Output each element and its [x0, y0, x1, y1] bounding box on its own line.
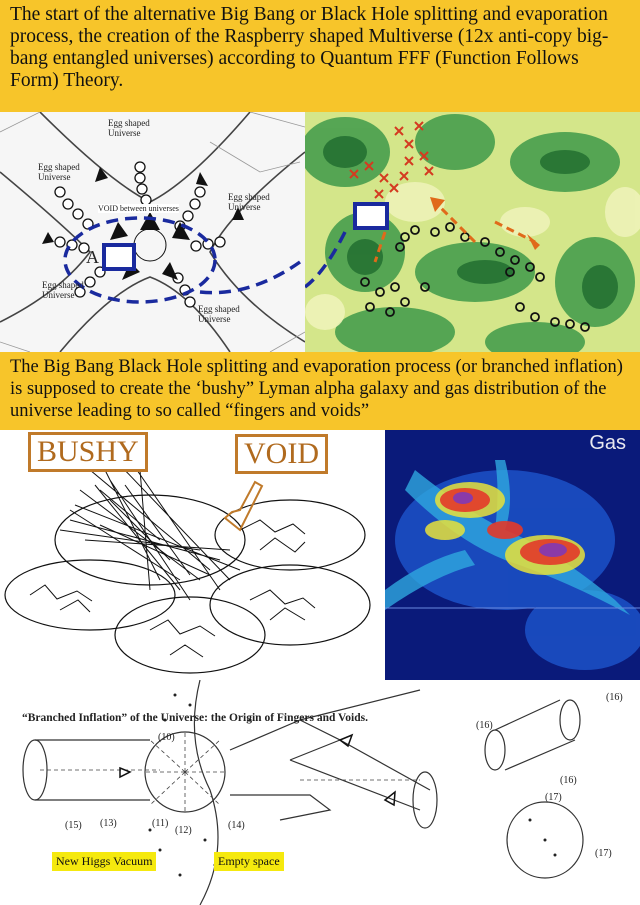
middle-text: The Big Bang Black Hole splitting and evaporation process (or branched inflation) is supposed to create the ‘bushy” Lyman alpha galaxy and gas distribution of the universe leading to so called “fingers and voids”	[10, 357, 623, 421]
density-map	[305, 112, 640, 352]
bushy-label	[28, 432, 148, 472]
egg-label-3: Egg shaped Universe	[228, 192, 270, 212]
num-15: (15)	[65, 820, 82, 831]
bushy-label-text: BUSHY	[37, 435, 139, 468]
num-10: (10)	[158, 732, 175, 743]
void-box-label	[235, 434, 328, 474]
egg-label-4: Egg shaped Universe	[42, 280, 84, 300]
num-14: (14)	[228, 820, 245, 831]
num-12: (12)	[175, 825, 192, 836]
branched-inflation-diagram	[0, 680, 640, 905]
multiverse-svg	[0, 112, 305, 352]
num-16b: (16)	[476, 720, 493, 731]
marker-a: A	[86, 247, 99, 267]
empty-space-tag: Empty space	[214, 852, 284, 871]
gas-svg	[385, 430, 640, 680]
gas-map	[385, 430, 640, 680]
num-16c: (16)	[560, 775, 577, 786]
void-label: VOID between universes	[98, 204, 179, 213]
egg-label-5: Egg shaped Universe	[198, 304, 240, 324]
num-16a: (16)	[606, 692, 623, 703]
bushy-diagram	[0, 430, 385, 680]
new-higgs-vacuum-tag: New Higgs Vacuum	[52, 852, 156, 871]
num-11: (11)	[152, 818, 169, 829]
num-13: (13)	[100, 818, 117, 829]
num-17b: (17)	[595, 848, 612, 859]
density-svg	[305, 112, 640, 352]
inflation-title: “Branched Inflation” of the Universe: the Origin of Fingers and Voids.	[22, 712, 368, 724]
egg-label-1: Egg shaped Universe	[108, 118, 150, 138]
multiverse-diagram	[0, 112, 305, 352]
header-caption	[0, 0, 640, 112]
egg-label-2: Egg shaped Universe	[38, 162, 80, 182]
void-box-label-text: VOID	[244, 437, 319, 470]
header-text: The start of the alternative Big Bang or Black Hole splitting and evaporation process, the creation of the Raspberry shaped Multiverse (12x anti-copy big-bang entangled universes) according to Quantum FFF (Function Follows Form) Theory.	[10, 4, 609, 91]
middle-caption	[0, 352, 640, 430]
num-17a: (17)	[545, 792, 562, 803]
gas-label: Gas	[589, 432, 626, 454]
